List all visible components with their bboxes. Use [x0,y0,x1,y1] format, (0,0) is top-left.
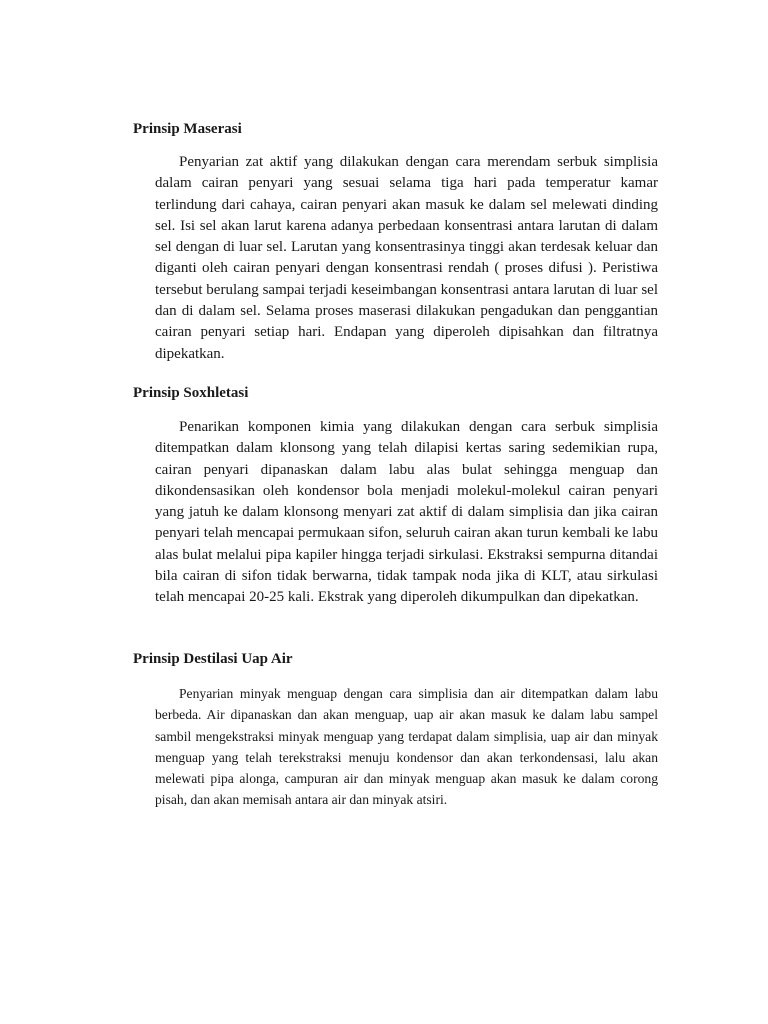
section-body-destilasi: Penyarian minyak menguap dengan cara simplisia dan air ditempatkan dalam labu berbeda. Air dipanaskan dan akan menguap, uap air akan masuk ke dalam labu sampel sambil mengekstraksi minyak menguap yang terdapat dalam simplisia, uap air dan minyak menguap yang telah terekstraksi menuju kondensor dan akan terkondensasi, lalu akan melewati pipa alonga, campuran air dan minyak menguap akan masuk ke dalam corong pisah, dan akan memisah antara air dan minyak atsiri. [155,686,658,808]
section-heading-maserasi: Prinsip Maserasi [133,121,242,137]
section-heading-soxhletasi: Prinsip Soxhletasi [133,385,249,401]
section-heading-destilasi: Prinsip Destilasi Uap Air [133,651,293,667]
section-body-soxhletasi: Penarikan komponen kimia yang dilakukan dengan cara serbuk simplisia ditempatkan dalam klonsong yang telah dilapisi kertas saring sedemikian rupa, cairan penyari dipanaskan dalam labu alas bulat sehingga menguap dan dikondensasikan oleh kondensor bola menjadi molekul-molekul cairan penyari yang jatuh ke dalam klonsong menyari zat aktif di dalam simplisia dan jika cairan penyari telah mencapai permukaan sifon, seluruh cairan akan turun kembali ke labu alas bulat melalui pipa kapiler hingga terjadi sirkulasi. Ekstraksi sempurna ditandai bila cairan di sifon tidak berwarna, tidak tampak noda jika di KLT, atau sirkulasi telah mencapai 20-25 kali. Ekstrak yang diperoleh dikumpulkan dan dipekatkan. [155,419,658,606]
section-body-maserasi: Penyarian zat aktif yang dilakukan dengan cara merendam serbuk simplisia dalam cairan penyari yang sesuai selama tiga hari pada temperatur kamar terlindung dari cahaya, cairan penyari akan masuk ke dalam sel melewati dinding sel. Isi sel akan larut karena adanya perbedaan konsentrasi antara larutan di dalam sel dengan di luar sel. Larutan yang konsentrasinya tinggi akan terdesak keluar dan diganti oleh cairan penyari dengan konsentrasi rendah ( proses difusi ). Peristiwa tersebut berulang sampai terjadi keseimbangan konsentrasi antara larutan di luar sel dan di dalam sel. Selama proses maserasi dilakukan pengadukan dan penggantian cairan penyari setiap hari. Endapan yang diperoleh dipisahkan dan filtratnya dipekatkan. [155,154,658,362]
